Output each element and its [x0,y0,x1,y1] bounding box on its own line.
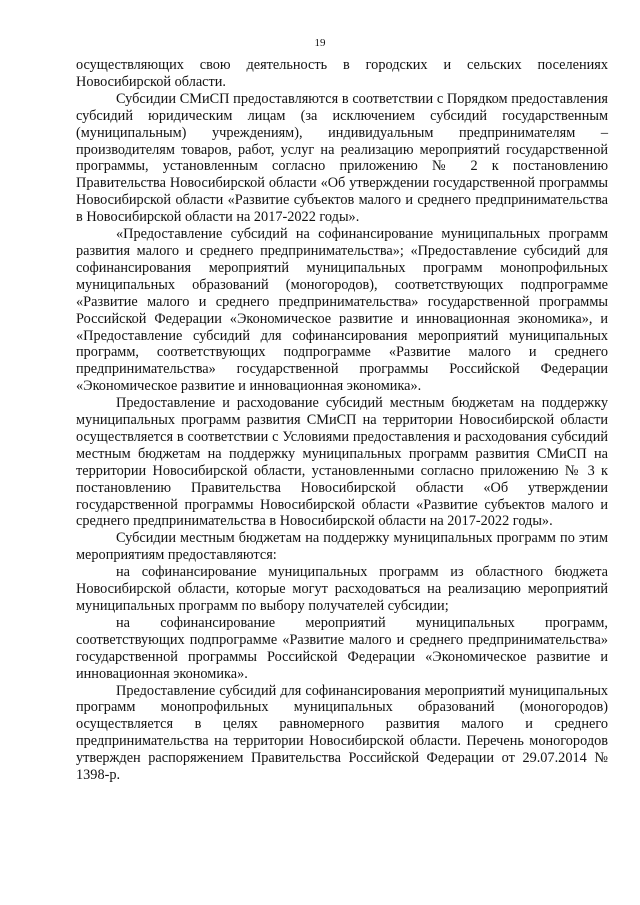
paragraph-continuation: осуществляющих свою деятельность в городских и сельских поселениях Новосибирской области. [76,57,608,90]
paragraph-cofinancing-regional: на софинансирование муниципальных программ из областного бюджета Новосибирской области, которые могут расходоваться на реализацию мероприятий муниципальных программ по выбору получателей субсидии; [76,564,608,614]
paragraph-local-budgets: Субсидии местным бюджетам на поддержку муниципальных программ по этим мероприятиям предоставляются: [76,530,608,564]
page-number: 19 [314,37,326,49]
paragraph-monotowns: Предоставление субсидий для софинансирования мероприятий муниципальных программ монопрофильных муниципальных образований (моногородов) осуществляется в целях равномерного развития малого и среднего предпринимательства на территории Новосибирской области. Перечень моногородов утвержден распоряжением Правительства Российской Федерации от 29.07.2014 № 1398-р. [76,682,608,784]
document-body [76,57,608,784]
paragraph-cofinancing-federal: на софинансирование мероприятий муниципальных программ, соответствующих подпрограмме «Развитие малого и среднего предпринимательства» государственной программы Российской Федерации «Экономическое развитие и инновационная экономика». [76,614,608,682]
paragraph-subsidy-events: «Предоставление субсидий на софинансирование муниципальных программ развития малого и среднего предпринимательства»; «Предоставление субсидий для софинансирования мероприятий муниципальных программ монопрофильных муниципальных образований (моногородов), соответствующих подпрограмме «Развитие малого и среднего предпринимательства» государственной программы Российской Федерации «Экономическое развитие и инновационная экономика», и «Предоставление субсидий для софинансирования мероприятий муниципальных программ, соответствующих подпрограмме «Развитие малого и среднего предпринимательства» государственной программы Российской Федерации «Экономическое развитие и инновационная экономика». [76,226,608,395]
paragraph-subsidies-procedure: Субсидии СМиСП предоставляются в соответствии с Порядком предоставления субсидий юридическим лицам (за исключением субсидий государственным (муниципальным) учреждениям), индивидуальным предпринимателям – производителям товаров, работ, услуг на реализацию мероприятий государственной программы, установленным согласно приложению № 2 к постановлению Правительства Новосибирской области «Об утверждении государственной программы Новосибирской области «Развитие субъектов малого и среднего предпринимательства в Новосибирской области на 2017-2022 годы». [76,90,608,226]
paragraph-provision-conditions: Предоставление и расходование субсидий местным бюджетам на поддержку муниципальных программ развития СМиСП на территории Новосибирской области осуществляется в соответствии с Условиями предоставления и расходования субсидий местным бюджетам на поддержку муниципальных программ развития СМиСП на территории Новосибирской области, установленными согласно приложению № 3 к постановлению Правительства Новосибирской области «Об утверждении государственной программы Новосибирской области «Развитие субъектов малого и среднего предпринимательства в Новосибирской области на 2017-2022 годы». [76,395,608,530]
